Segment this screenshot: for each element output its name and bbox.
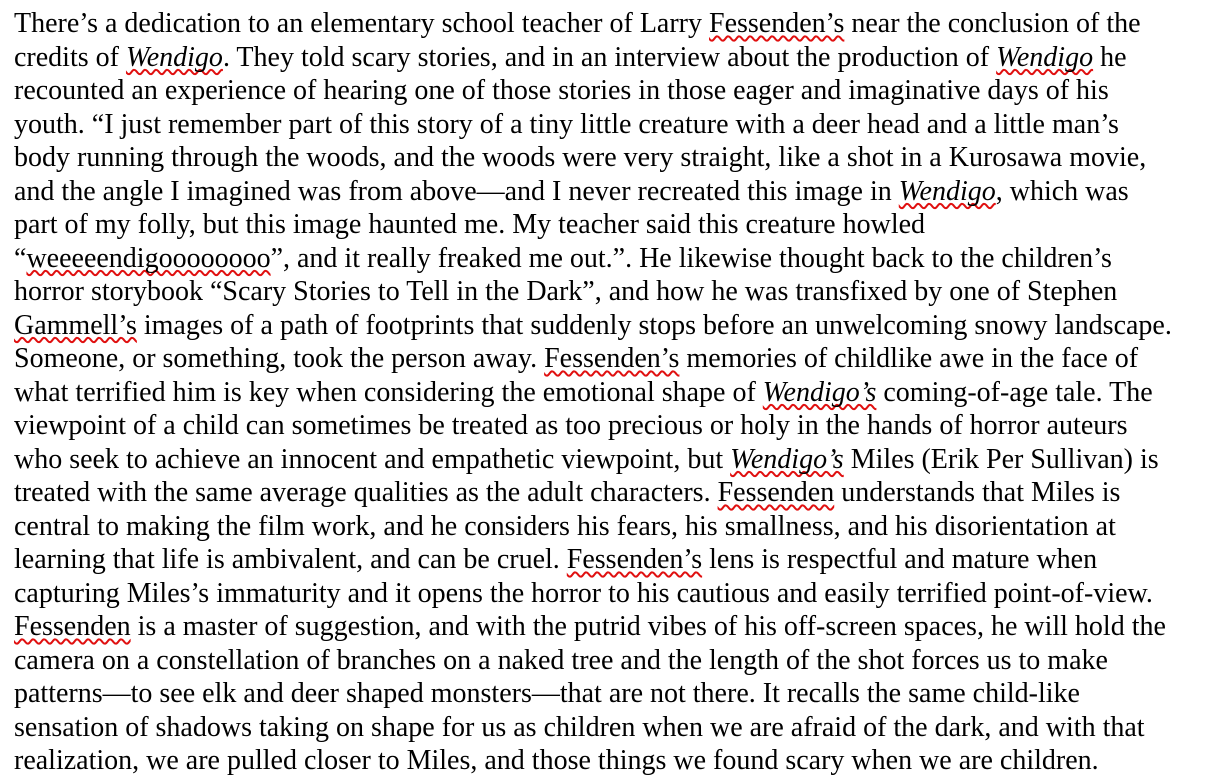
misspelled-word: Fessenden <box>717 477 835 508</box>
text-run: viewpoint of a child can sometimes be treated as too precious or holy in the hands of horror auteurs <box>14 410 1128 441</box>
text-run: credits of <box>14 41 126 73</box>
text-line <box>14 275 1220 309</box>
misspelled-word: Wendigo <box>996 41 1094 73</box>
text-run: . They told scary stories, and in an interview about the production of <box>222 41 997 73</box>
text-run: horror storybook “Scary Stories to Tell in the Dark”, and how he was transfixed by one of Stephen <box>14 276 1118 307</box>
text-line <box>14 342 1220 376</box>
text-line <box>14 677 1220 711</box>
text-run: part of my folly, but this image haunted me. My teacher said this creature howled <box>14 209 926 240</box>
text-run: realization, we are pulled closer to Miles, and those things we found scary when we are children. <box>14 745 1099 776</box>
text-run: There’s a dedication to an elementary school teacher of Larry <box>14 8 710 39</box>
text-line <box>14 476 1220 510</box>
text-line <box>14 376 1220 410</box>
text-line <box>14 175 1220 209</box>
text-line <box>14 543 1220 577</box>
text-line <box>14 74 1220 108</box>
misspelled-word: Wendigo’s <box>730 443 844 475</box>
text-line <box>14 510 1220 544</box>
text-run: patterns—to see elk and deer shaped monsters—that are not there. It recalls the same child-like <box>14 678 1080 709</box>
text-run: recounted an experience of hearing one of those stories in those eager and imaginative days of his <box>14 75 1109 106</box>
text-line <box>14 242 1220 276</box>
text-line <box>14 208 1220 242</box>
text-run: is a master of suggestion, and with the putrid vibes of his off-screen spaces, he will hold the <box>130 611 1166 642</box>
text-line <box>14 41 1220 75</box>
text-line <box>14 577 1220 611</box>
text-line <box>14 711 1220 745</box>
document-text-block <box>14 7 1220 778</box>
text-run: memories of childlike awe in the face of <box>679 343 1139 374</box>
misspelled-word: Wendigo’s <box>762 376 877 408</box>
text-run: understands that Miles is <box>834 477 1121 508</box>
misspelled-word: Wendigo <box>125 41 223 73</box>
text-run: who seek to achieve an innocent and empathetic viewpoint, but <box>14 443 731 475</box>
text-run: coming-of-age tale. The <box>876 376 1153 408</box>
text-line <box>14 644 1220 678</box>
text-run: youth. “I just remember part of this story of a tiny little creature with a deer head and a little man’s <box>14 108 1119 140</box>
text-line <box>14 443 1220 477</box>
misspelled-word: Fessenden’s <box>709 8 845 39</box>
text-run: learning that life is ambivalent, and can be cruel. <box>14 544 567 575</box>
text-run: Someone, or something, took the person away. <box>14 343 545 374</box>
text-run: body running through the woods, and the woods were very straight, like a shot in a Kurosawa movie, <box>14 142 1147 173</box>
text-run: capturing Miles’s immaturity and it opens the horror to his cautious and easily terrified point-of-view. <box>14 577 1153 609</box>
text-line <box>14 141 1220 175</box>
text-line <box>14 409 1220 443</box>
misspelled-word: Fessenden’s <box>566 544 703 575</box>
text-line <box>14 610 1220 644</box>
text-run: central to making the film work, and he considers his fears, his smallness, and his disorientation at <box>14 510 1116 542</box>
text-line <box>14 108 1220 142</box>
text-run: , which was <box>995 175 1129 207</box>
misspelled-word: Gammell’s <box>14 309 137 341</box>
text-run: treated with the same average qualities as the adult characters. <box>14 477 718 508</box>
text-run: lens is respectful and mature when <box>702 544 1098 575</box>
text-run: near the conclusion of the <box>844 8 1141 39</box>
misspelled-word: Fessenden <box>14 611 131 642</box>
misspelled-word: weeeeendigoooooooo <box>26 242 271 274</box>
text-run: what terrified him is key when considering the emotional shape of <box>14 376 763 408</box>
text-line <box>14 7 1220 41</box>
text-run: camera on a constellation of branches on a naked tree and the length of the shot forces us to make <box>14 644 1108 676</box>
text-run: he <box>1093 41 1127 73</box>
text-run: ”, and it really freaked me out.”. He likewise thought back to the children’s <box>270 242 1112 274</box>
text-line <box>14 744 1220 778</box>
misspelled-word: Wendigo <box>898 175 996 207</box>
misspelled-word: Fessenden’s <box>544 343 680 374</box>
text-run: sensation of shadows taking on shape for us as children when we are afraid of the dark, and with that <box>14 711 1145 743</box>
text-run: Miles (Erik Per Sullivan) is <box>843 443 1159 475</box>
text-line <box>14 309 1220 343</box>
text-run: and the angle I imagined was from above—and I never recreated this image in <box>14 175 899 207</box>
text-run: images of a path of footprints that suddenly stops before an unwelcoming snowy landscape. <box>136 309 1172 341</box>
text-run: “ <box>14 242 27 274</box>
